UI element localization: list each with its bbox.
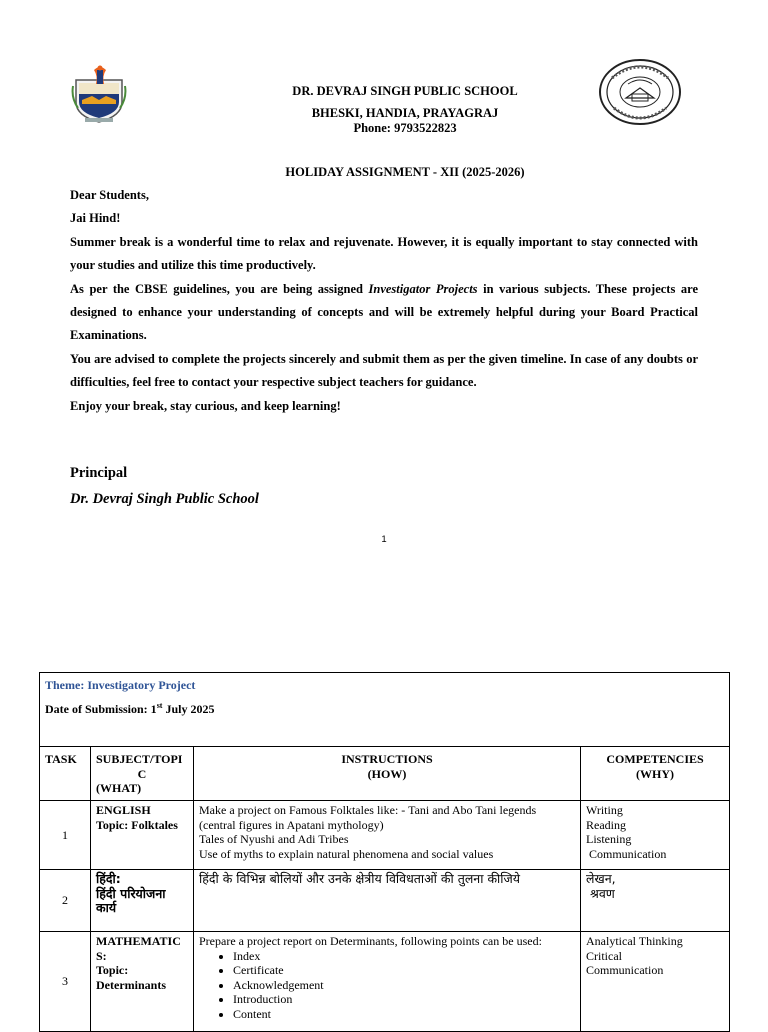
letter-salutation: Dear Students,: [70, 188, 149, 202]
competencies-cell: Analytical Thinking Critical Communication: [581, 932, 730, 1032]
investigator-projects-emphasis: Investigator Projects: [368, 281, 478, 296]
principal-school: Dr. Devraj Singh Public School: [70, 491, 259, 507]
header-task: TASK: [40, 747, 91, 801]
school-crest-icon: [70, 64, 128, 124]
list-item: • Introduction: [233, 992, 575, 1007]
school-address: BHESKI, HANDIA, PRAYAGRAJ: [311, 106, 499, 120]
task-number: 1: [40, 801, 91, 870]
header-subject: SUBJECT/TOPI C (WHAT): [91, 747, 194, 801]
header-instructions: INSTRUCTIONS (HOW): [194, 747, 581, 801]
competencies-cell: Writing Reading Listening Communication: [581, 801, 730, 870]
school-name: DR. DEVRAJ SINGH PUBLIC SCHOOL: [292, 84, 518, 98]
table-header-row: [40, 747, 730, 801]
table-theme-row: [40, 673, 730, 747]
subject-cell: MATHEMATIC S: Topic: Determinants: [91, 932, 194, 1032]
subject-cell: ENGLISH Topic: Folktales: [91, 801, 194, 870]
assignment-title: HOLIDAY ASSIGNMENT - XII (2025-2026): [285, 165, 525, 179]
table-row: [40, 932, 730, 1032]
theme-label: Theme: Investigatory Project: [45, 678, 196, 692]
submission-date: Date of Submission: 1st July 2025: [45, 700, 215, 716]
header-competencies: COMPETENCIES (WHY): [581, 747, 730, 801]
school-phone: Phone: 9793522823: [353, 121, 457, 135]
letter-paragraph-4: Enjoy your break, stay curious, and keep learning!: [70, 398, 341, 413]
list-item: • Certificate: [233, 963, 575, 978]
list-item: • Index: [233, 949, 575, 964]
table-row: [40, 870, 730, 932]
task-number: 2: [40, 870, 91, 932]
assignment-table: [39, 672, 730, 1032]
letter-paragraph-1: Summer break is a wonderful time to relax and rejuvenate. However, it is equally important to stay connected with your studies and utilize this time productively.: [70, 234, 698, 273]
principal-title: Principal: [70, 465, 128, 481]
page-number: 1: [381, 534, 387, 545]
list-item: • Content: [233, 1007, 575, 1022]
instructions-list: [199, 949, 575, 1022]
letter-paragraph-2: As per the CBSE guidelines, you are being assigned Investigator Projects in various subjects. These projects are designed to enhance your understanding of concepts and will be extremely helpful during your Board Practical Examinations.: [70, 281, 699, 343]
instructions-cell: Prepare a project report on Determinants, following points can be used: • Index • Certificate • Acknowledgement • Introduction • Content: [194, 932, 581, 1032]
letter-paragraph-3: You are advised to complete the projects sincerely and submit them as per the given timeline. In case of any doubts or difficulties, feel free to contact your respective subject teachers for guidance.: [70, 351, 698, 390]
letter-greeting: Jai Hind!: [70, 211, 121, 226]
instructions-cell: Make a project on Famous Folktales like: - Tani and Abo Tani legends (central figures in Apatani mythology) Tales of Nyushi and Adi Tribes Use of myths to explain natural phenomena and social values: [194, 801, 581, 870]
table-row: [40, 801, 730, 870]
subject-cell: हिंदी: हिंदी परियोजना कार्य: [91, 870, 194, 932]
cbse-seal-icon: [598, 58, 682, 126]
instructions-cell: हिंदी के विभिन्न बोलियों और उनके क्षेत्रीय विविधताओं की तुलना कीजिये: [194, 870, 581, 932]
letter-body: [70, 184, 698, 418]
task-number: 3: [40, 932, 91, 1032]
list-item: • Acknowledgement: [233, 978, 575, 993]
competencies-cell: लेखन, श्रवण: [581, 870, 730, 932]
